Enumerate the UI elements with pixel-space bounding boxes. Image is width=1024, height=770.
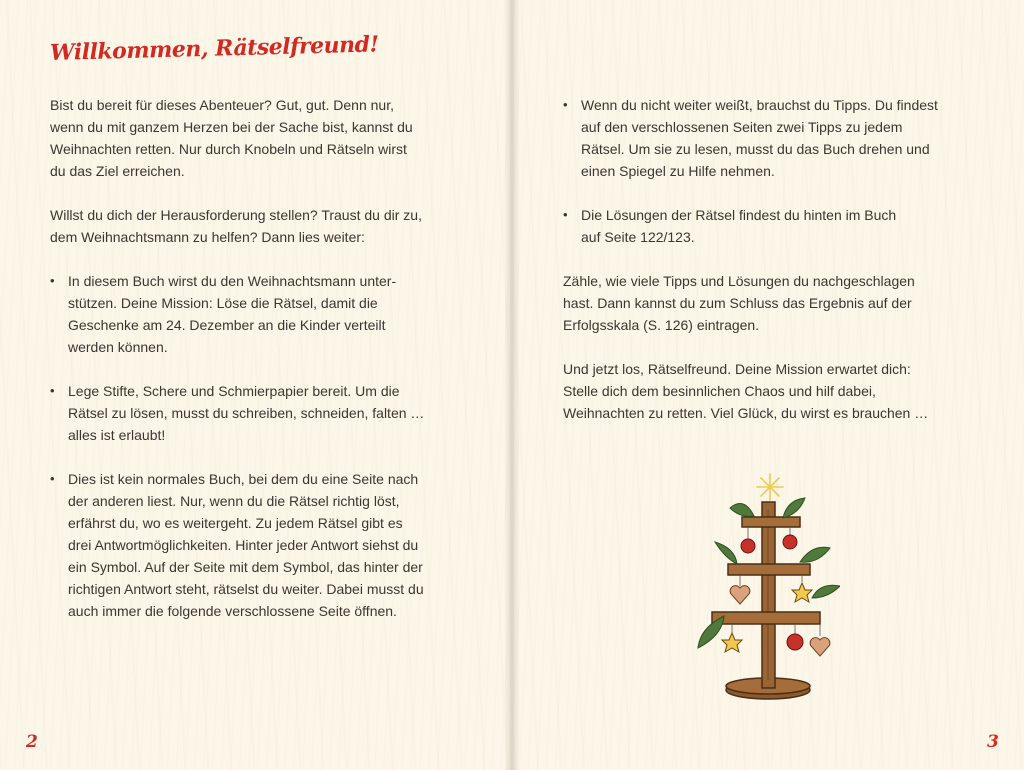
text-line: Rätsel zu lösen, musst du schreiben, schneiden, falten …	[68, 405, 425, 421]
text-line: Geschenke am 24. Dezember an die Kinder verteilt	[68, 317, 386, 333]
text-line: werden können.	[68, 339, 168, 355]
text-line: Weihnachten retten. Nur durch Knobeln und Rätseln wirst	[50, 141, 407, 157]
book-gutter	[505, 0, 519, 770]
star-burst-icon	[757, 474, 783, 500]
text-line: auf Seite 122/123.	[581, 229, 695, 245]
text-line: einen Spiegel zu Hilfe nehmen.	[581, 163, 775, 179]
paragraph	[563, 270, 983, 336]
text-line: stützen. Deine Mission: Löse die Rätsel, damit die	[68, 295, 378, 311]
text-line: Rätsel. Um sie zu lesen, musst du das Buch drehen und	[581, 141, 930, 157]
text-line: du das Ziel erreichen.	[50, 163, 185, 179]
page-title: Willkommen, Rätselfreund!	[49, 31, 379, 66]
page-number-right: 3	[987, 732, 999, 752]
text-line: der anderen liest. Nur, wenn du die Rätsel richtig löst,	[68, 493, 400, 509]
text-line: Erfolgsskala (S. 126) eintragen.	[563, 317, 760, 333]
intro-paragraph	[50, 204, 480, 248]
left-intro	[50, 94, 480, 248]
text-line: erfährst du, wo es weitergeht. Zu jedem Rätsel gibt es	[68, 515, 403, 531]
text-line: richtigen Antwort steht, rätselst du weiter. Dabei musst du	[68, 581, 424, 597]
text-line: • In diesem Buch wirst du den Weihnachtsmann unter-	[68, 273, 397, 289]
list-item	[563, 204, 983, 248]
text-line: Weihnachten zu retten. Viel Glück, du wirst es brauchen …	[563, 405, 929, 421]
text-line: Bist du bereit für dieses Abenteuer? Gut, gut. Denn nur,	[50, 97, 394, 113]
text-line: • Wenn du nicht weiter weißt, brauchst du Tipps. Du findest	[581, 97, 938, 113]
text-line: alles ist erlaubt!	[68, 427, 166, 443]
text-line: wenn du mit ganzem Herzen bei der Sache bist, kannst du	[50, 119, 413, 135]
ornament-icons	[722, 527, 830, 656]
text-line: hast. Dann kannst du zum Schluss das Ergebnis auf der	[563, 295, 912, 311]
text-line: drei Antwortmöglichkeiten. Hinter jeder Antwort siehst du	[68, 537, 419, 553]
text-line: • Dies ist kein normales Buch, bei dem du eine Seite nach	[68, 471, 419, 487]
text-line: Willst du dich der Herausforderung stellen? Traust du dir zu,	[50, 207, 422, 223]
text-line: auf den verschlossenen Seiten zwei Tipps zu jedem	[581, 119, 903, 135]
text-line: dem Weihnachtsmann zu helfen? Dann lies weiter:	[50, 229, 365, 245]
list-item	[50, 270, 480, 358]
list-item	[563, 94, 983, 182]
paragraph	[563, 358, 983, 424]
text-line: Zähle, wie viele Tipps und Lösungen du nachgeschlagen	[563, 273, 915, 289]
intro-paragraph	[50, 94, 480, 182]
right-paragraphs	[563, 270, 983, 424]
text-line: Stelle dich dem besinnlichen Chaos und hilf dabei,	[563, 383, 876, 399]
text-line: • Lege Stifte, Schere und Schmierpapier bereit. Um die	[68, 383, 400, 399]
wooden-christmas-tree-icon	[690, 470, 840, 710]
list-item	[50, 380, 480, 446]
page-number-left: 2	[26, 732, 38, 752]
text-line: ein Symbol. Auf der Seite mit dem Symbol, das hinter der	[68, 559, 423, 575]
text-line: Und jetzt los, Rätselfreund. Deine Mission erwartet dich:	[563, 361, 911, 377]
list-item	[50, 468, 480, 622]
text-line: • Die Lösungen der Rätsel findest du hinten im Buch	[581, 207, 897, 223]
left-bullet-list	[50, 270, 480, 622]
right-bullet-list	[563, 94, 983, 248]
text-line: auch immer die folgende verschlossene Seite öffnen.	[68, 603, 397, 619]
